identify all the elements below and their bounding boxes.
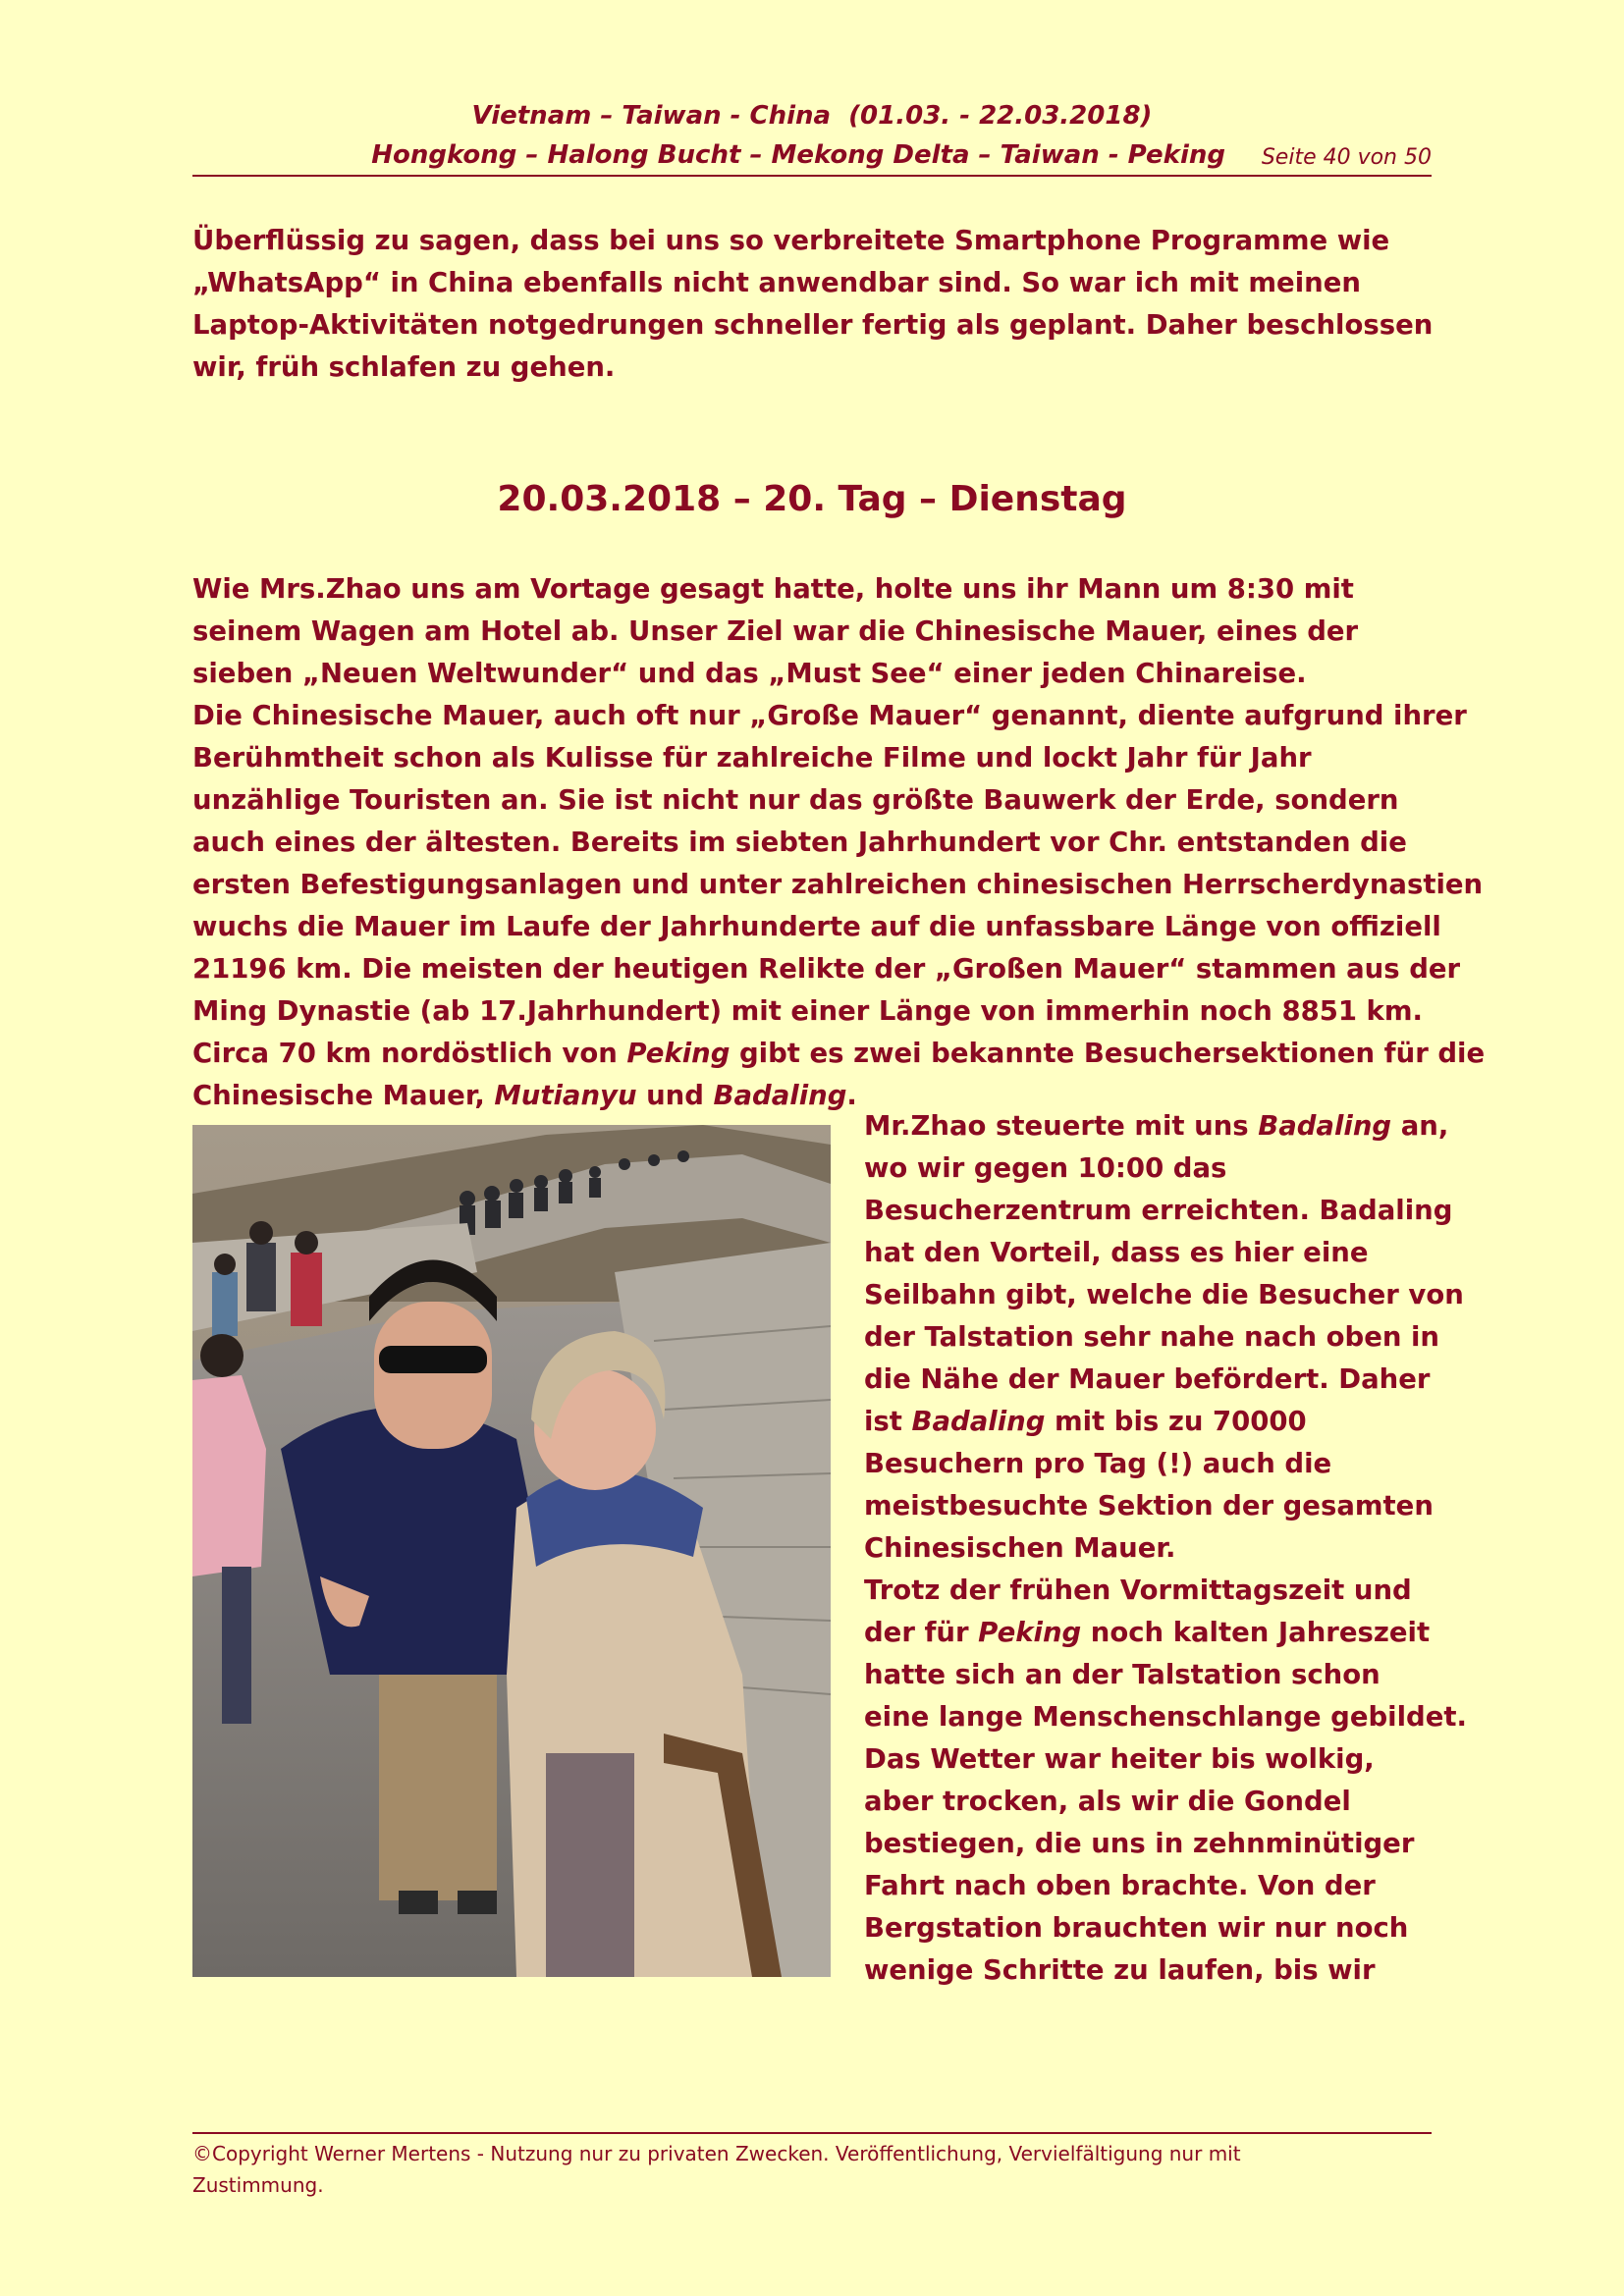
text-line: Fahrt nach oben brachte. Von der <box>864 1870 1376 1901</box>
text-line: eine lange Menschenschlange gebildet. <box>864 1701 1467 1733</box>
text-line: Circa 70 km nordöstlich von Peking gibt es zwei bekannte Besuchersektionen für die <box>192 1038 1486 1069</box>
footer-line: Zustimmung. <box>192 2173 324 2197</box>
text-line: ist Badaling mit bis zu 70000 <box>864 1406 1307 1437</box>
text-line: der Talstation sehr nahe nach oben in <box>864 1321 1439 1353</box>
side-paragraph <box>864 1105 1467 1992</box>
text-line: die Nähe der Mauer befördert. Daher <box>864 1363 1431 1395</box>
text-line: „WhatsApp“ in China ebenfalls nicht anwendbar sind. So war ich mit meinen <box>192 267 1361 298</box>
text-line: wenige Schritte zu laufen, bis wir <box>864 1954 1376 1986</box>
text-line: hatte sich an der Talstation schon <box>864 1659 1380 1690</box>
text-line: Berühmtheit schon als Kulisse für zahlreiche Filme und lockt Jahr für Jahr <box>192 742 1312 774</box>
text-line: Seilbahn gibt, welche die Besucher von <box>864 1279 1464 1310</box>
header-subtitle-row <box>192 135 1432 177</box>
text-line: der für Peking noch kalten Jahreszeit <box>864 1617 1431 1648</box>
great-wall-photo <box>192 1125 831 1977</box>
text-line: Das Wetter war heiter bis wolkig, <box>864 1743 1375 1775</box>
footer-line: ©Copyright Werner Mertens - Nutzung nur zu privaten Zwecken. Veröffentlichung, Vervielfältigung nur mit <box>192 2142 1241 2165</box>
text-line: Chinesische Mauer, Mutianyu und Badaling. <box>192 1080 857 1111</box>
text-line: unzählige Touristen an. Sie ist nicht nur das größte Bauwerk der Erde, sondern <box>192 784 1399 816</box>
footer-divider <box>192 2132 1432 2134</box>
main-paragraph <box>192 568 1485 1117</box>
copyright-footer <box>192 2138 1432 2201</box>
page-header <box>192 96 1432 177</box>
text-line: seinem Wagen am Hotel ab. Unser Ziel war die Chinesische Mauer, eines der <box>192 615 1359 647</box>
text-line: Besucherzentrum erreichten. Badaling <box>864 1195 1453 1226</box>
text-line: Bergstation brauchten wir nur noch <box>864 1912 1409 1944</box>
text-line: Ming Dynastie (ab 17.Jahrhundert) mit einer Länge von immerhin noch 8851 km. <box>192 995 1423 1027</box>
text-line: meistbesuchte Sektion der gesamten <box>864 1490 1434 1522</box>
text-line: ersten Befestigungsanlagen und unter zahlreichen chinesischen Herrscherdynastien <box>192 869 1484 900</box>
text-line: bestiegen, die uns in zehnminütiger <box>864 1828 1415 1859</box>
page-number: Seite 40 von 50 <box>1261 145 1432 170</box>
text-line: Überflüssig zu sagen, dass bei uns so verbreitete Smartphone Programme wie <box>192 225 1390 256</box>
text-line: 21196 km. Die meisten der heutigen Relikte der „Großen Mauer“ stammen aus der <box>192 953 1461 985</box>
text-line: sieben „Neuen Weltwunder“ und das „Must See“ einer jeden Chinareise. <box>192 658 1307 689</box>
intro-paragraph <box>192 220 1433 389</box>
text-line: Trotz der frühen Vormittagszeit und <box>864 1575 1412 1606</box>
day-heading: 20.03.2018 – 20. Tag – Dienstag <box>497 479 1127 519</box>
text-line: aber trocken, als wir die Gondel <box>864 1786 1351 1817</box>
text-line: Besuchern pro Tag (!) auch die <box>864 1448 1332 1479</box>
text-line: wuchs die Mauer im Laufe der Jahrhunderte auf die unfassbare Länge von offiziell <box>192 911 1441 942</box>
document-title: Vietnam – Taiwan - China (01.03. - 22.03.2018) <box>471 101 1153 131</box>
text-line: Wie Mrs.Zhao uns am Vortage gesagt hatte, holte uns ihr Mann um 8:30 mit <box>192 573 1354 605</box>
text-line: Laptop-Aktivitäten notgedrungen schneller fertig als geplant. Daher beschlossen <box>192 309 1434 341</box>
text-line: auch eines der ältesten. Bereits im siebten Jahrhundert vor Chr. entstanden die <box>192 827 1407 858</box>
text-line: wir, früh schlafen zu gehen. <box>192 351 616 383</box>
document-subtitle: Hongkong – Halong Bucht – Mekong Delta – Taiwan - Peking <box>371 140 1225 170</box>
text-line: wo wir gegen 10:00 das <box>864 1152 1227 1184</box>
text-line: Chinesischen Mauer. <box>864 1532 1176 1564</box>
text-line: Mr.Zhao steuerte mit uns Badaling an, <box>864 1110 1449 1142</box>
text-line: hat den Vorteil, dass es hier eine <box>864 1237 1369 1268</box>
text-line: Die Chinesische Mauer, auch oft nur „Große Mauer“ genannt, diente aufgrund ihrer <box>192 700 1467 731</box>
